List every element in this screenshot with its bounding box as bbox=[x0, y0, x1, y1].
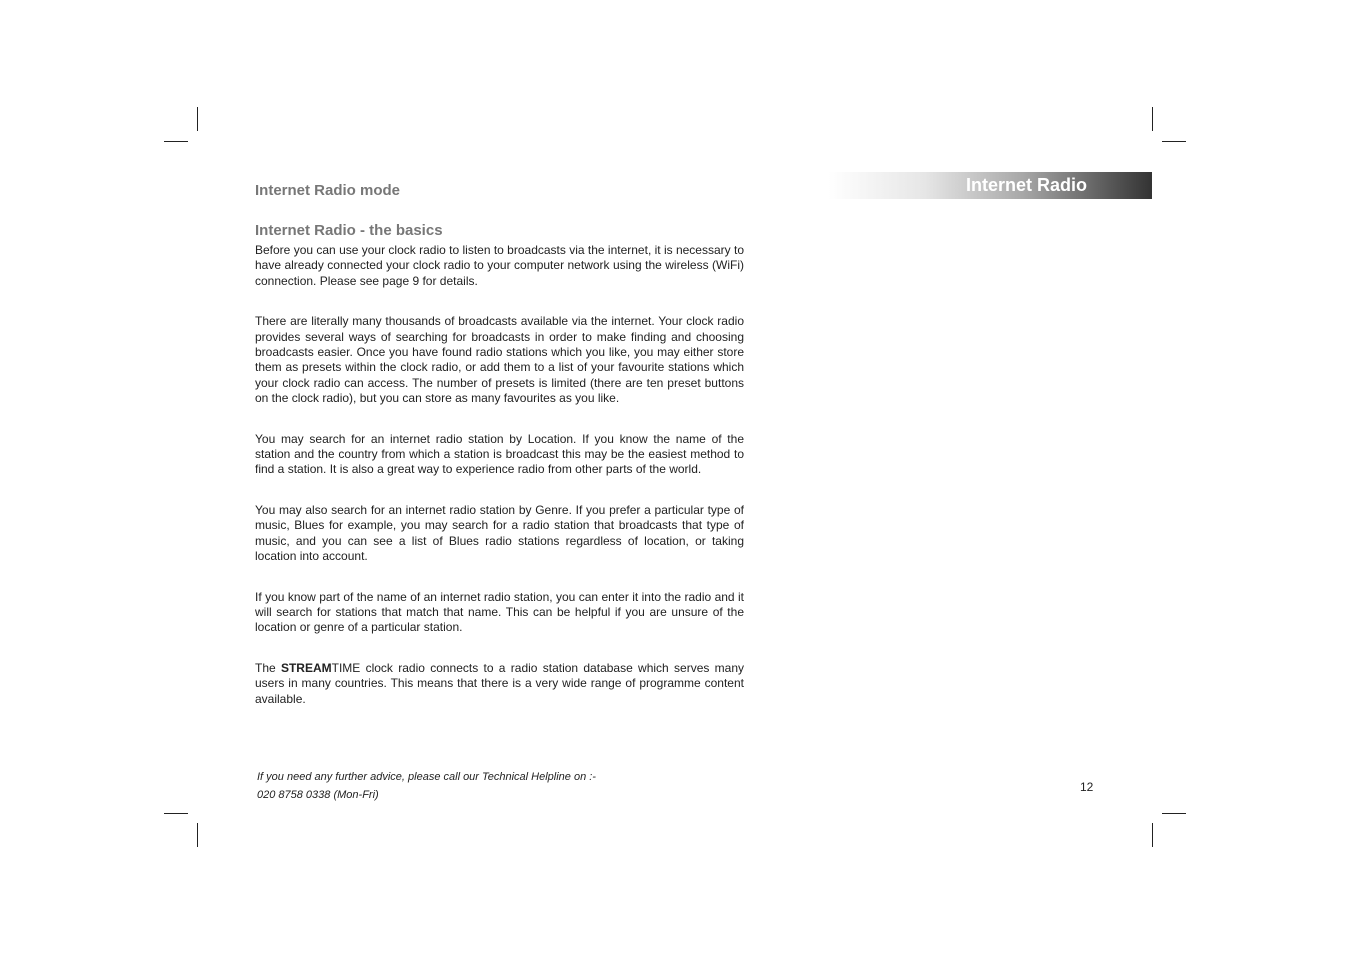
paragraph-database bbox=[255, 661, 744, 707]
section-banner-label: Internet Radio bbox=[966, 175, 1088, 195]
paragraph-presets-favourites: There are literally many thousands of broadcasts available via the internet. Your clock radio provides several ways of searching for broadcasts in order to make finding and choosing broadcasts easier. Once you have found radio stations which you like, you may either store them as presets within the clock radio, or add them to a list of your favourite stations which your clock radio can access. The number of presets is limited (there are ten preset buttons on the clock radio), but you can store as many favourites as you like. bbox=[255, 314, 744, 406]
crop-mark-bottom-right-vertical bbox=[1152, 823, 1153, 847]
crop-mark-bottom-left-vertical bbox=[197, 823, 198, 847]
crop-mark-bottom-left-horizontal bbox=[164, 813, 188, 814]
helpline-note bbox=[257, 768, 677, 804]
helpline-line-1: If you need any further advice, please call our Technical Helpline on :- bbox=[257, 771, 596, 783]
paragraph-search-genre: You may also search for an internet radio station by Genre. If you prefer a particular type of music, Blues for example, you may search for a radio station that broadcasts that type of music, and you can see a list of Blues radio stations regardless of location, or taking location into account. bbox=[255, 502, 744, 564]
basics-heading: Internet Radio - the basics bbox=[255, 222, 443, 239]
crop-mark-top-left-horizontal bbox=[164, 141, 188, 142]
mode-heading: Internet Radio mode bbox=[255, 182, 401, 199]
paragraph-database-prefix: The bbox=[255, 660, 281, 675]
page-number: 12 bbox=[1080, 780, 1094, 794]
brand-stream: STREAM bbox=[280, 660, 332, 675]
section-banner bbox=[828, 172, 1152, 199]
crop-mark-bottom-right-horizontal bbox=[1162, 813, 1186, 814]
paragraph-database-text: TIME clock radio connects to a radio station database which serves many users in many countries. This means that there is a very wide range of programme content available. bbox=[255, 660, 744, 706]
paragraph-prerequisites: Before you can use your clock radio to listen to broadcasts via the internet, it is necessary to have already connected your clock radio to your computer network using the wireless (WiFi) connection. Please see page 9 for details. bbox=[255, 243, 744, 288]
crop-mark-top-right-vertical bbox=[1152, 107, 1153, 131]
paragraph-search-name: If you know part of the name of an internet radio station, you can enter it into the radio and it will search for stations that match that name. This can be helpful if you are unsure of the location or genre of a particular station. bbox=[255, 589, 744, 635]
helpline-line-2: 020 8758 0338 (Mon-Fri) bbox=[257, 789, 379, 801]
paragraph-search-location: You may search for an internet radio station by Location. If you know the name of the station and the country from which a station is broadcast this may be the easiest method to find a station. It is also a great way to experience radio from other parts of the world. bbox=[255, 431, 744, 477]
page-content bbox=[255, 180, 744, 732]
crop-mark-top-right-horizontal bbox=[1162, 141, 1186, 142]
crop-mark-top-left-vertical bbox=[197, 107, 198, 131]
